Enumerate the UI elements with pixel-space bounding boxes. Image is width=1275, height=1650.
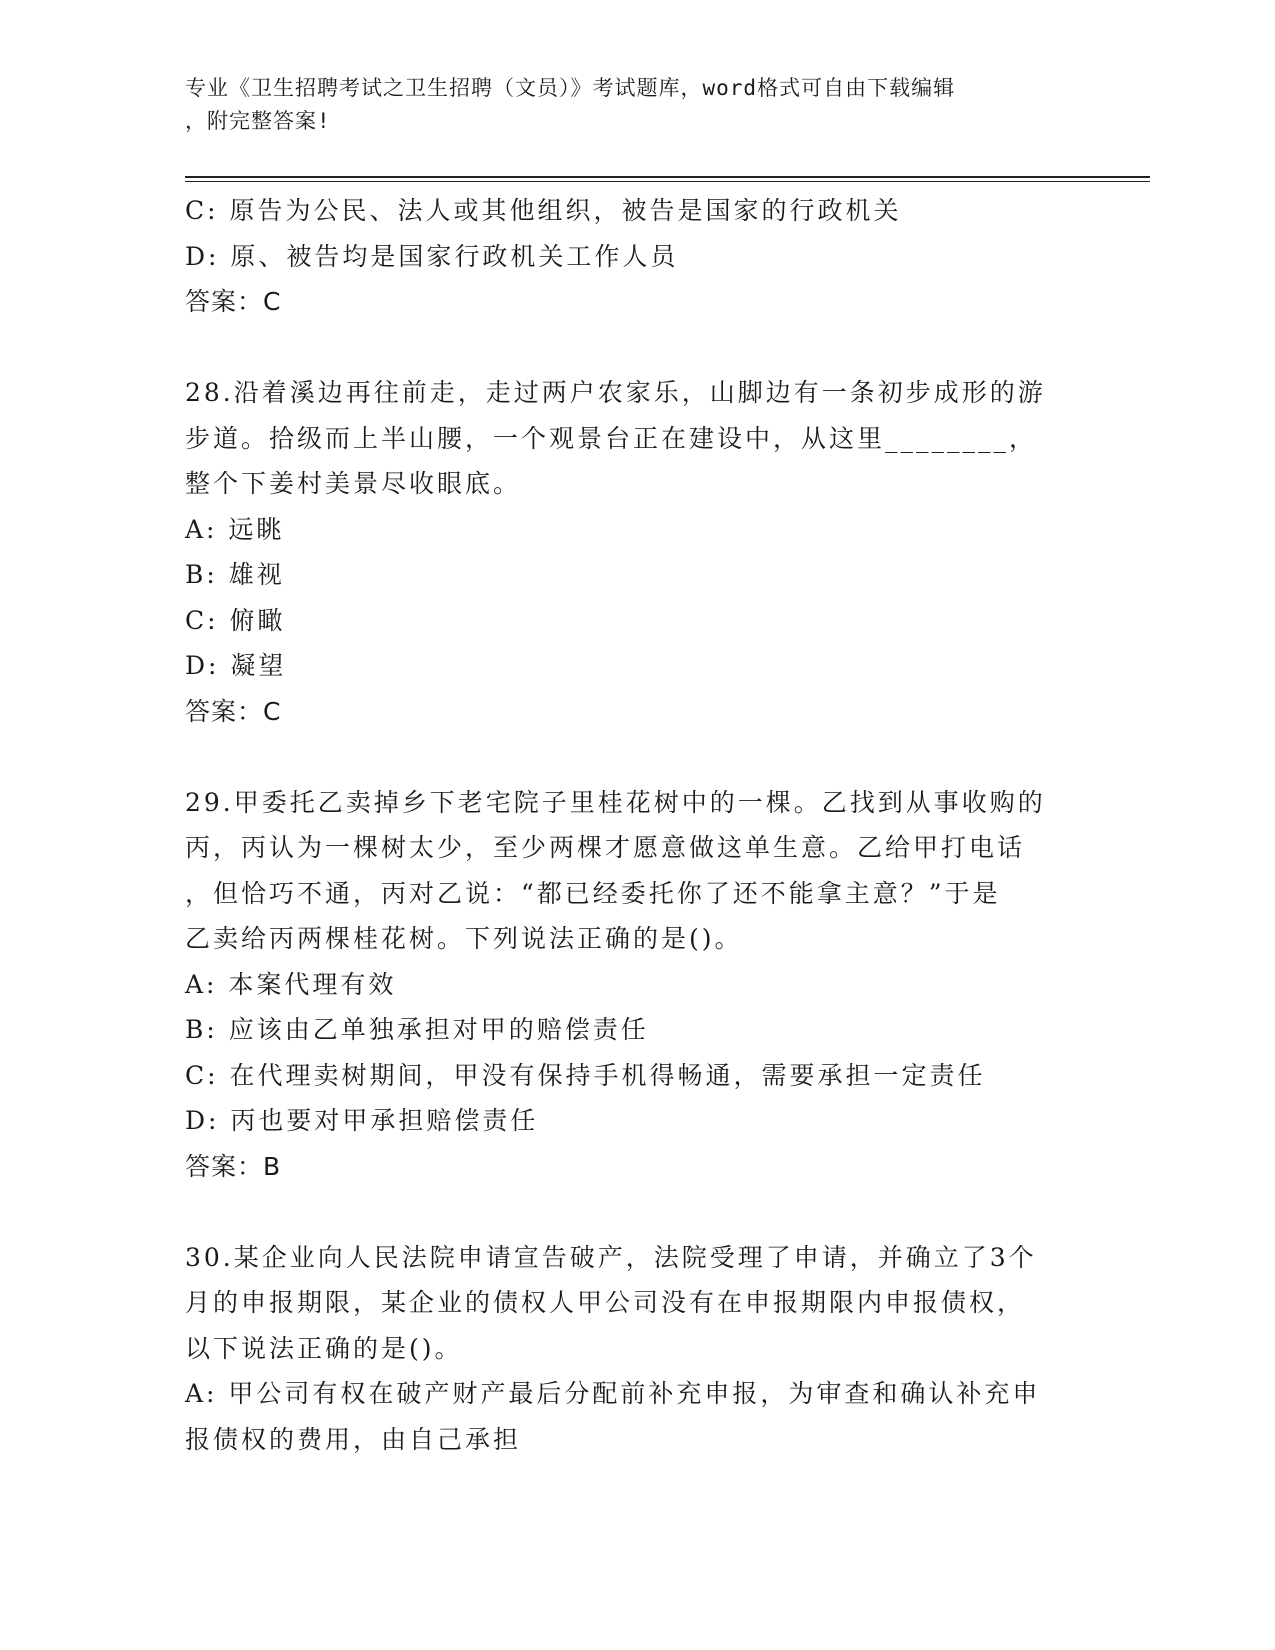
header-rule-thick: [185, 176, 1150, 178]
option-c: C: 在代理卖树期间，甲没有保持手机得畅通，需要承担一定责任: [185, 1060, 986, 1090]
option-d: D: 原、被告均是国家行政机关工作人员: [185, 241, 679, 271]
option-a: A: 本案代理有效: [185, 969, 397, 999]
option-c: C: 俯瞰: [185, 605, 286, 635]
header-line-1: 专业《卫生招聘考试之卫生招聘（文员）》考试题库，word格式可自由下载编辑: [185, 76, 956, 100]
question-stem-line: 29.甲委托乙卖掉乡下老宅院子里桂花树中的一棵。乙找到从事收购的: [185, 787, 1046, 817]
answer-line: 答案：B: [185, 1151, 282, 1181]
option-c: C: 原告为公民、法人或其他组织，被告是国家的行政机关: [185, 196, 902, 225]
question-30: [185, 1235, 1085, 1463]
spacer: [185, 325, 1085, 371]
option-d: D: 丙也要对甲承担赔偿责任: [185, 1106, 539, 1135]
question-stem-line: 以下说法正确的是()。: [185, 1333, 463, 1363]
question-stem-line: 整个下姜村美景尽收眼底。: [185, 469, 522, 498]
option-a-continuation: 报债权的费用，由自己承担: [185, 1424, 522, 1454]
option-a: A: 甲公司有权在破产财产最后分配前补充申报，为审查和确认补充申: [185, 1379, 1041, 1408]
question-stem-line: 月的申报期限，某企业的债权人甲公司没有在申报期限内申报债权，: [185, 1288, 1026, 1317]
answer-line: 答案：C: [185, 287, 282, 316]
question-28: [185, 370, 1085, 734]
question-29: [185, 780, 1085, 1190]
answer-line: 答案：C: [185, 696, 282, 726]
page-header: [185, 72, 1065, 138]
header-line-2: ，附完整答案!: [185, 109, 331, 133]
question-27-tail: [185, 188, 1085, 325]
header-rule-thin: [185, 181, 1150, 182]
question-stem-line: 丙，丙认为一棵树太少，至少两棵才愿意做这单生意。乙给甲打电话: [185, 833, 1026, 862]
question-stem-line: 28.沿着溪边再往前走，走过两户农家乐，山脚边有一条初步成形的游: [185, 378, 1046, 407]
question-stem-line: 步道。拾级而上半山腰，一个观景台正在建设中，从这里________，: [185, 423, 1038, 453]
spacer: [185, 734, 1085, 780]
option-b: B: 雄视: [185, 560, 285, 589]
question-content: [185, 188, 1085, 1462]
option-a: A: 远眺: [185, 514, 285, 544]
question-stem-line: 30.某企业向人民法院申请宣告破产，法院受理了申请，并确立了3个: [185, 1242, 1037, 1272]
spacer: [185, 1189, 1085, 1235]
question-stem-line: 乙卖给丙两棵桂花树。下列说法正确的是()。: [185, 924, 743, 953]
option-b: B: 应该由乙单独承担对甲的赔偿责任: [185, 1015, 649, 1044]
question-stem-line: ，但恰巧不通，丙对乙说：“都已经委托你了还不能拿主意？”于是: [185, 878, 1001, 908]
option-d: D: 凝望: [185, 651, 287, 680]
